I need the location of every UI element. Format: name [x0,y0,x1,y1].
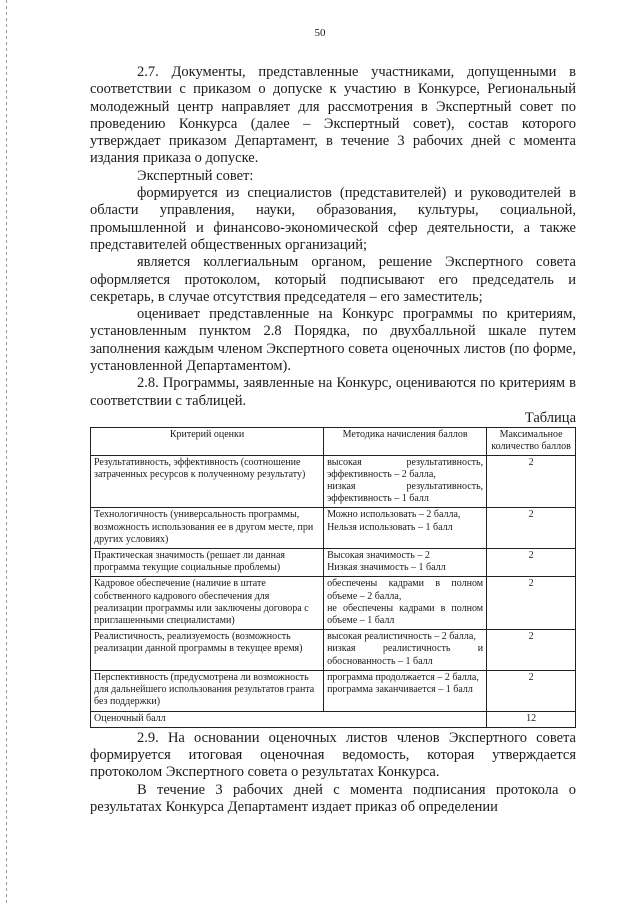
table-total-row [91,711,576,727]
method-cell [324,455,487,508]
table-row [91,508,576,549]
max-score-cell: 2 [487,577,576,630]
paragraph-2-8: 2.8. Программы, заявленные на Конкурс, оцениваются по критериям в соответствии с таблицей. [90,375,576,409]
method-line: программа заканчивается – 1 балл [327,684,473,696]
method-line: низкая результативность, эффективность – 1 балл [327,481,484,505]
paragraph-2-7: 2.7. Документы, представленные участниками, допущенными в соответствии с приказом о допуске к участию в Конкурсе, Региональный молодежный центр направляет для рассмотрения в Экспертный совет по проведению Конкурса (далее – Экспертный совет), состав которого утверждает приказом Департамент, в течение 3 рабочих дней с момента издания приказа о допуске. [90,64,576,167]
method-cell [324,630,487,671]
paragraph-2-9: 2.9. На основании оценочных листов членов Экспертного совета формируется итоговая оценочная ведомость, которая утверждается протоколом Экспертного совета о результатах Конкурса. [90,729,576,781]
method-line: обеспечены кадрами в полном объеме – 2 балла, [327,578,484,602]
max-score-cell: 2 [487,630,576,671]
max-score-cell: 2 [487,455,576,508]
criterion-cell: Кадровое обеспечение (наличие в штате собственного кадрового обеспечения для реализации программы или заключены договора с приглашенными специалистами) [91,577,324,630]
criterion-cell: Реалистичность, реализуемость (возможность реализации данной программы в текущее время) [91,630,324,671]
method-line: высокая реалистичность – 2 балла, [327,631,476,643]
paragraph-evaluates-programs: оценивает представленные на Конкурс программы по критериям, установленным пунктом 2.8 Порядка, по двухбалльной шкале путем заполнения каждым членом Экспертного совета оценочных листов (по форме, установленной Департаментом). [90,306,576,375]
paragraph-expert-council-intro: Экспертный совет: [137,167,254,184]
method-cell [324,670,487,711]
method-cell [324,577,487,630]
criterion-cell: Перспективность (предусмотрена ли возможность для дальнейшего использования результатов гранта без поддержки) [91,670,324,711]
method-line: Низкая значимость – 1 балл [327,562,446,574]
scan-edge-line [6,0,7,905]
paragraph-within-3-days: В течение 3 рабочих дней с момента подписания протокола о результатах Конкурса Департамент издает приказ об определении [90,781,576,815]
header-method: Методика начисления баллов [324,428,487,455]
paragraph-forms-from-specialists: формируется из специалистов (представителей) и руководителей в области управления, науки, образования, культуры, социальной, промышленной и финансово-экономической сфер деятельности, а также представителей общественных организаций; [90,185,576,253]
page-number: 50 [314,27,326,39]
table-row [91,577,576,630]
table-row [91,670,576,711]
method-line: Можно использовать – 2 балла, [327,509,461,521]
header-criterion: Критерий оценки [91,428,324,455]
table-row [91,455,576,508]
paragraph-collegial-body: является коллегиальным органом, решение Экспертного совета оформляется протоколом, который подписывают его председатель и секретарь, в случае отсутствия председателя – его заместитель; [90,254,576,305]
method-cell [324,508,487,549]
max-score-cell: 2 [487,549,576,577]
criterion-cell: Технологичность (универсальность программы, возможность использования ее в другом месте, при других условиях) [91,508,324,549]
criterion-cell: Результативность, эффективность (соотношение затраченных ресурсов к полученному результату) [91,455,324,508]
method-cell [324,549,487,577]
criterion-cell: Практическая значимость (решает ли данная программа текущие социальные проблемы) [91,549,324,577]
method-line: высокая результативность, эффективность – 2 балла, [327,456,484,480]
method-line: программа продолжается – 2 балла, [327,671,479,683]
method-line: Нельзя использовать – 1 балл [327,521,453,533]
header-max-score: Максимальное количество баллов [487,428,576,455]
method-line: Высокая значимость – 2 [327,550,430,562]
max-score-cell: 2 [487,670,576,711]
criteria-table [90,427,576,727]
total-value-cell: 12 [487,711,576,727]
table-header-row [91,428,576,455]
document-body [90,64,576,816]
total-label-cell: Оценочный балл [91,711,487,727]
method-line: низкая реалистичность и обоснованность – 1 балл [327,643,484,667]
table-caption: Таблица [524,409,576,426]
max-score-cell: 2 [487,508,576,549]
table-row [91,630,576,671]
method-line: не обеспечены кадрами в полном объеме – 1 балл [327,602,484,627]
table-row [91,549,576,577]
